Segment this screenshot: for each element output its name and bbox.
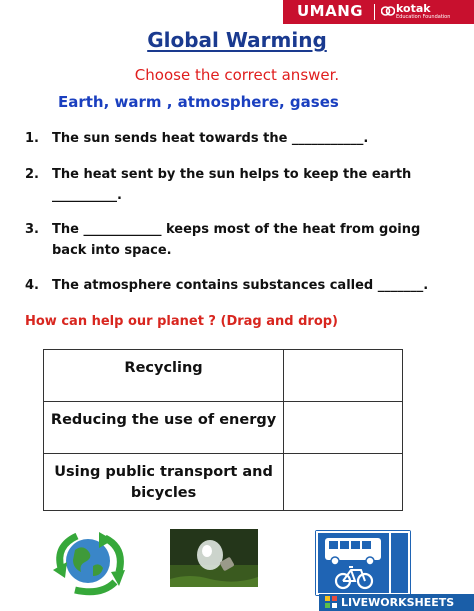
drop-target[interactable] bbox=[284, 350, 403, 402]
instruction-text: Choose the correct answer. bbox=[134, 66, 340, 84]
drop-target[interactable] bbox=[284, 402, 403, 454]
liveworksheets-logo-icon bbox=[325, 596, 338, 608]
liveworksheets-logo-text: LIVEWORKSHEETS bbox=[341, 596, 455, 609]
word-bank: Earth, warm , atmosphere, gases bbox=[58, 93, 339, 111]
question-text: The atmosphere contains substances called _______. bbox=[52, 278, 429, 293]
table-row bbox=[44, 402, 403, 454]
bus-bicycle-sign-icon[interactable] bbox=[315, 530, 411, 596]
question-text: The heat sent by the sun helps to keep the earth __________. bbox=[52, 167, 412, 203]
lightbulb-photo-icon[interactable] bbox=[170, 529, 258, 587]
question-number: 1. bbox=[25, 131, 39, 146]
drag-drop-prompt: How can help our planet ? (Drag and drop) bbox=[25, 314, 339, 329]
drag-drop-table bbox=[43, 349, 403, 511]
recycle-earth-icon[interactable] bbox=[43, 526, 133, 596]
question-text: The ____________ keeps most of the heat from going back into space. bbox=[52, 222, 421, 258]
question-number: 3. bbox=[25, 222, 39, 237]
question-text: The sun sends heat towards the ___________. bbox=[52, 131, 369, 146]
kotak-logo-text: kotak bbox=[396, 2, 431, 15]
kotak-logo-icon bbox=[381, 5, 395, 17]
brand-separator bbox=[374, 4, 375, 20]
kotak-subtitle: Education Foundation bbox=[396, 14, 451, 20]
table-label-cell: Using public transport and bicycles bbox=[44, 454, 284, 511]
table-label-cell: Recycling bbox=[44, 350, 284, 402]
page-title: Global Warming bbox=[147, 28, 327, 52]
question-number: 4. bbox=[25, 278, 39, 293]
umang-logo-text: UMANG bbox=[297, 2, 364, 20]
question-number: 2. bbox=[25, 167, 39, 182]
drop-target[interactable] bbox=[284, 454, 403, 511]
table-row bbox=[44, 454, 403, 511]
table-row bbox=[44, 350, 403, 402]
table-label-cell: Reducing the use of energy bbox=[44, 402, 284, 454]
